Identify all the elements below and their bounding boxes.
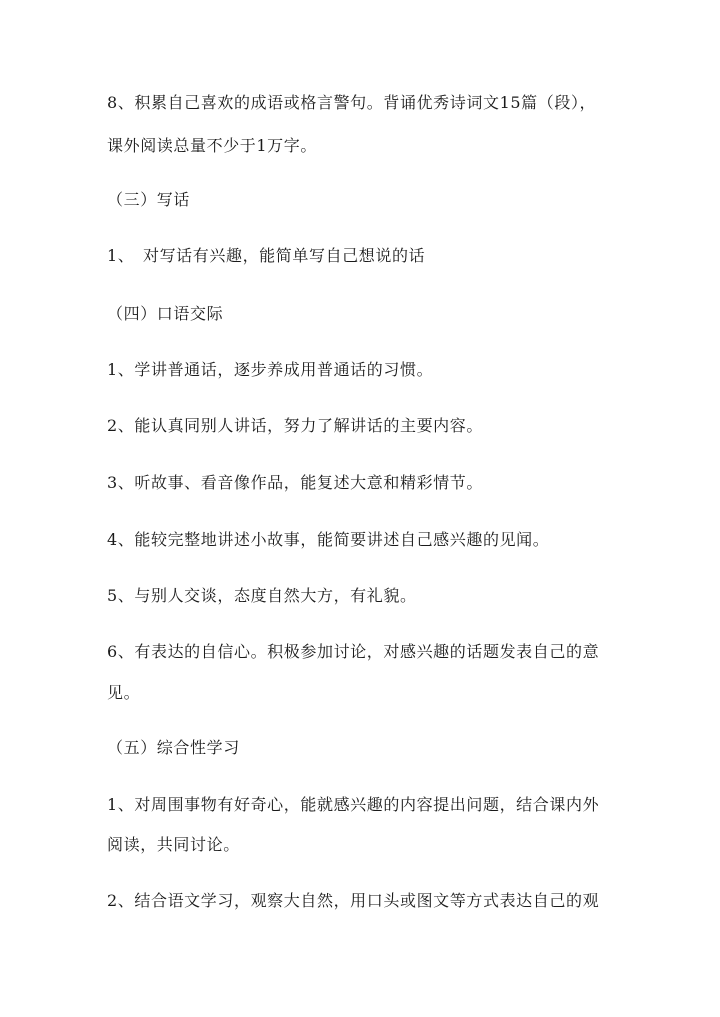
section-heading-writing: （三）写话 [107,190,191,209]
section-heading-integrated-learning: （五）综合性学习 [107,738,240,757]
integrated-item-2-line-1: 2、结合语文学习，观察大自然，用口头或图文等方式表达自己的观 [107,891,600,910]
section-heading-oral-communication: （四）口语交际 [107,304,224,323]
oral-item-3: 3、听故事、看音像作品，能复述大意和精彩情节。 [107,473,483,492]
oral-item-2: 2、能认真同别人讲话，努力了解讲话的主要内容。 [107,416,483,435]
integrated-item-1-line-2: 阅读，共同讨论。 [107,835,240,854]
oral-item-4: 4、能较完整地讲述小故事，能简要讲述自己感兴趣的见闻。 [107,530,550,549]
integrated-item-1-line-1: 1、对周围事物有好奇心，能就感兴趣的内容提出问题，结合课内外 [107,795,600,814]
paragraph-8-line-2: 课外阅读总量不少于1万字。 [107,136,317,155]
oral-item-6-line-2: 见。 [107,683,141,702]
oral-item-5: 5、与别人交谈，态度自然大方，有礼貌。 [107,586,417,605]
writing-item-1: 1、 对写话有兴趣，能简单写自己想说的话 [107,246,426,265]
oral-item-1: 1、学讲普通话，逐步养成用普通话的习惯。 [107,360,434,379]
paragraph-8-line-1: 8、积累自己喜欢的成语或格言警句。背诵优秀诗词文15篇（段）， [107,93,597,112]
oral-item-6-line-1: 6、有表达的自信心。积极参加讨论，对感兴趣的话题发表自己的意 [107,642,600,661]
